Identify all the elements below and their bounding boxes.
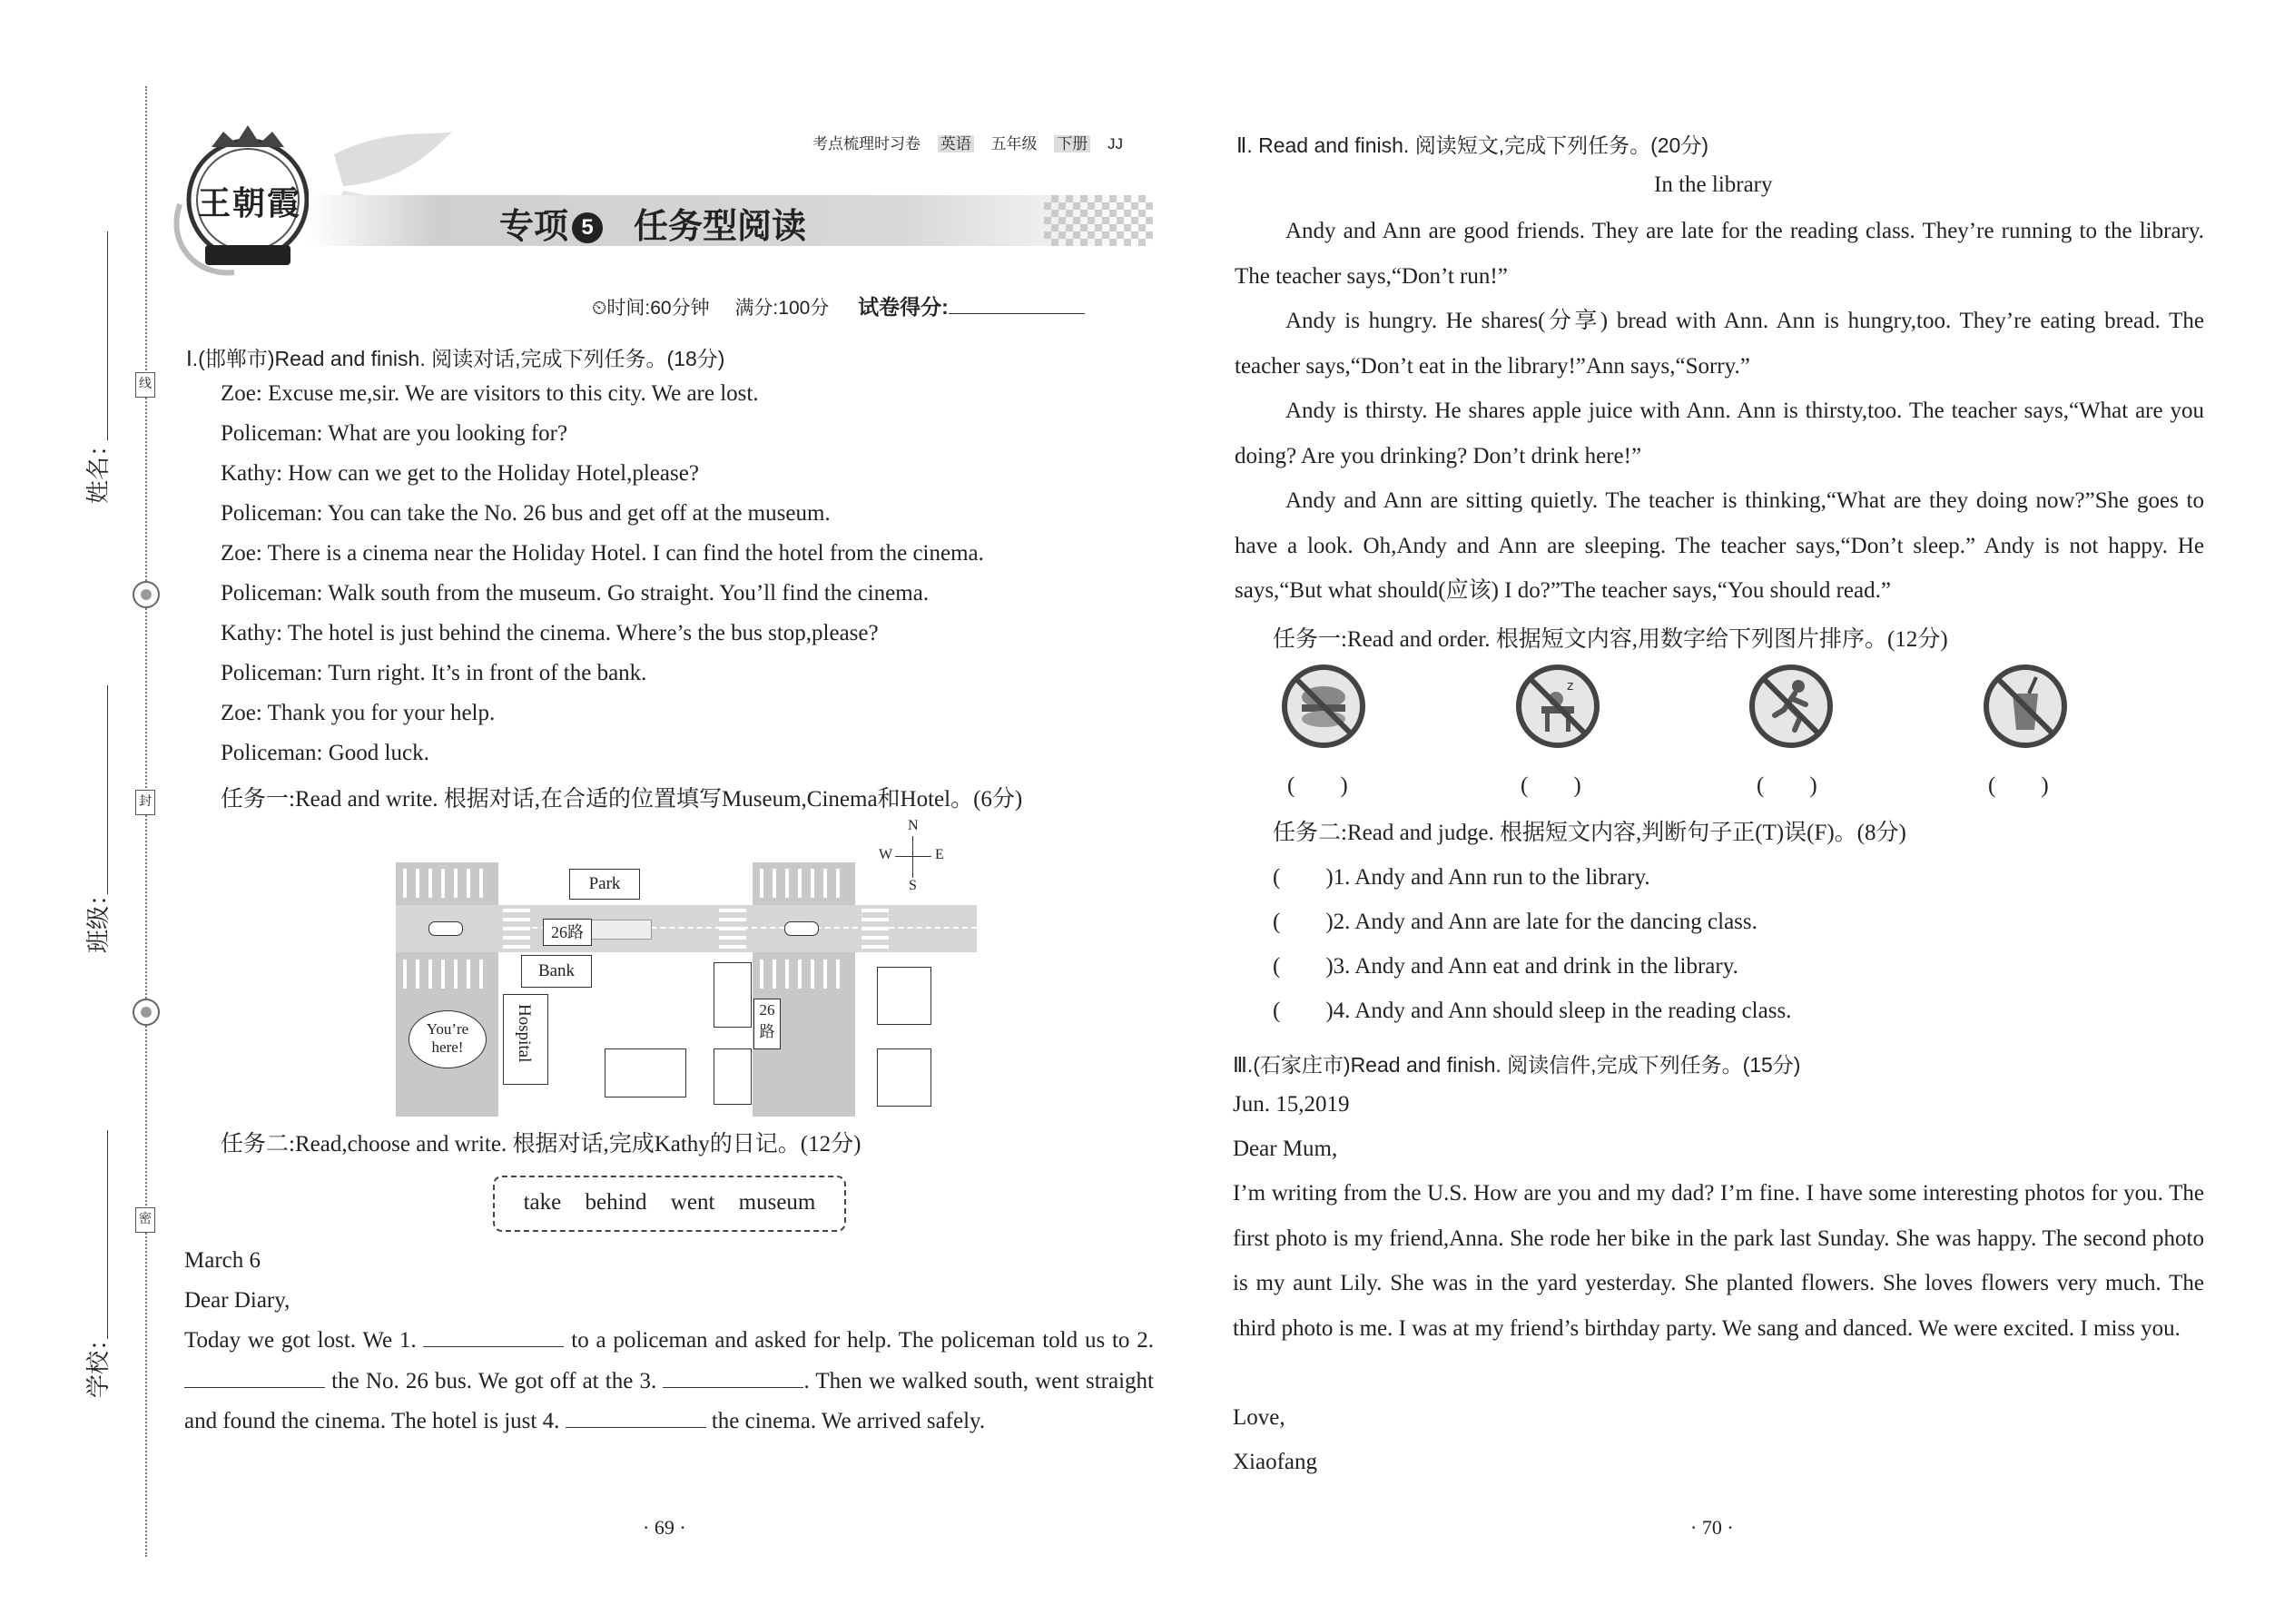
dialogue-line: Kathy: The hotel is just behind the cinema. Where’s the bus stop,please? <box>221 621 879 645</box>
traffic-light-icon <box>784 921 819 936</box>
dialogue-line: Kathy: How can we get to the Holiday Hotel,please? <box>221 461 699 486</box>
dialogue-line: Policeman: Good luck. <box>221 741 429 765</box>
flower-ornament-icon <box>133 999 160 1026</box>
page-number-left: · 69 · <box>643 1516 686 1539</box>
name-label: 姓名： <box>85 432 112 504</box>
story-paragraph: Andy and Ann are good friends. They are late for the reading class. They’re running to the library. The teacher says,“Don’t run!” <box>1235 219 2204 289</box>
score-label: 试卷得分: <box>858 295 949 319</box>
title-main: 任务型阅读 <box>634 208 807 246</box>
flower-ornament-icon <box>133 581 160 608</box>
zebra-crossing <box>760 960 847 989</box>
word-bank-item: take <box>523 1190 562 1215</box>
compass-s: S <box>909 878 917 893</box>
section2-heading: Ⅱ. Read and finish. 阅读短文,完成下列任务。(20分) <box>1236 133 1709 157</box>
section3-heading: Ⅲ.(石家庄市)Read and finish. 阅读信件,完成下列任务。(15分) <box>1233 1053 1801 1077</box>
header-series-info <box>812 131 1123 153</box>
grade-tag: 五年级 <box>990 135 1038 153</box>
diary-greeting: Dear Diary, <box>184 1288 290 1313</box>
no-running-sign-icon <box>1748 663 1835 750</box>
compass-e: E <box>935 847 944 862</box>
bus-stop-number: 26 <box>759 1001 775 1019</box>
zebra-crossing <box>760 869 847 898</box>
judge-item[interactable]: ( )1. Andy and Ann run to the library. <box>1273 865 1650 890</box>
school-underline <box>107 1130 108 1339</box>
letter-body: I’m writing from the U.S. How are you and my dad? I’m fine. I have some interesting photos for you. The first photo is my friend,Anna. She rode her bike in the park last Sunday. She was happy. The second photo is my aunt Lily. She was in the yard yesterday. She planted flowers. She loves flowers very much. The third photo is me. I was at my friend’s birthday party. We sang and danced. We were excited. I miss you. <box>1233 1181 2204 1341</box>
blank-building[interactable] <box>714 962 752 1028</box>
zebra-crossing <box>403 960 490 989</box>
series-name: 考点梳理时习卷 <box>812 135 921 153</box>
bus-stop-sign-vertical <box>753 999 781 1049</box>
section1-task1: 任务一:Read and write. 根据对话,在合适的位置填写Museum,Cinema和Hotel。(6分) <box>221 787 1023 812</box>
subject-tag: 英语 <box>938 135 974 153</box>
dialogue-line: Policeman: You can take the No. 26 bus and get off at the museum. <box>221 501 831 526</box>
cut-mark-line: 线 <box>135 372 155 398</box>
section2-task2: 任务二:Read and judge. 根据短文内容,判断句子正(T)误(F)。(8分) <box>1273 821 1906 845</box>
blank-building[interactable] <box>877 1048 931 1107</box>
school-label: 学校： <box>85 1326 112 1398</box>
road-horizontal <box>396 905 977 952</box>
dialogue-line: Policeman: What are you looking for? <box>221 421 568 446</box>
bus-stop-sign: 26路 <box>543 919 592 946</box>
bank-building: Bank <box>521 955 592 988</box>
road-vertical-right <box>753 862 855 1117</box>
title-number-badge: 5 <box>572 212 603 243</box>
zebra-crossing <box>719 909 746 949</box>
compass-w: W <box>879 847 893 862</box>
class-label: 班级： <box>85 881 112 953</box>
exam-time: 时间:60分钟 <box>606 298 710 319</box>
dialogue-line: Zoe: There is a cinema near the Holiday Hotel. I can find the hotel from the cinema. <box>221 541 984 566</box>
street-map <box>396 818 977 1117</box>
page-number-right: · 70 · <box>1690 1516 1734 1539</box>
section1-heading: Ⅰ.(邯郸市)Read and finish. 阅读对话,完成下列任务。(18分) <box>186 347 725 370</box>
dialogue-line: Zoe: Excuse me,sir. We are visitors to this city. We are lost. <box>221 381 759 406</box>
answer-blank-4[interactable] <box>566 1407 706 1428</box>
story-paragraph: Andy and Ann are sitting quietly. The teacher is thinking,“What are they doing now?”She goes to have a look. Oh,Andy and Ann are sleeping. The teacher says,“Don’t sleep.” Andy is not happy. He says,“But what should(应该) I do?”The teacher says,“You should read.” <box>1235 488 2204 603</box>
order-bracket[interactable]: ( ) <box>1757 773 1817 798</box>
dialogue-line: Policeman: Walk south from the museum. Go straight. You’ll find the cinema. <box>221 581 930 605</box>
binding-dotted-line <box>145 86 147 1557</box>
term-tag: 下册 <box>1054 135 1090 153</box>
class-underline <box>107 685 108 894</box>
judge-item[interactable]: ( )2. Andy and Ann are late for the dancing class. <box>1273 910 1757 934</box>
word-bank-item: went <box>670 1190 715 1215</box>
traffic-light-icon <box>428 921 463 936</box>
letter-date: Jun. 15,2019 <box>1233 1092 1350 1117</box>
letter-signature: Xiaofang <box>1233 1450 1318 1474</box>
hospital-label: Hospital <box>515 1004 534 1063</box>
title-banner-checker <box>1044 195 1153 246</box>
bus-icon <box>586 920 652 940</box>
no-eating-sign-icon <box>1280 663 1367 750</box>
order-bracket[interactable]: ( ) <box>1287 773 1348 798</box>
diary-text: . Then we walked south, went straight and found the cinema. The hotel is just 4. <box>184 1368 1154 1433</box>
word-bank-box <box>493 1176 846 1232</box>
zebra-crossing <box>403 869 490 898</box>
hospital-building <box>503 994 548 1085</box>
blank-building[interactable] <box>877 967 931 1025</box>
section2-task1: 任务一:Read and order. 根据短文内容,用数字给下列图片排序。(12分) <box>1273 627 1948 652</box>
road-vertical-left <box>396 862 498 1117</box>
diary-text: the No. 26 bus. We got off at the 3. <box>325 1368 657 1393</box>
story-paragraph: Andy is thirsty. He shares apple juice with Ann. Ann is thirsty,too. The teacher says,“What are you doing? Are you drinking? Don’t drink here!” <box>1235 399 2204 468</box>
order-bracket[interactable]: ( ) <box>1988 773 2049 798</box>
diary-text: to a policeman and asked for help. The policeman told us to 2. <box>564 1328 1154 1353</box>
svg-text:z: z <box>1567 679 1574 694</box>
answer-blank-3[interactable] <box>663 1367 803 1388</box>
title-prefix: 专项 <box>499 208 569 246</box>
story-paragraph: Andy is hungry. He shares(分享) bread with Ann. Ann is hungry,too. They’re eating bread. The teacher says,“Don’t eat in the library!”Ann says,“Sorry.” <box>1235 309 2204 379</box>
score-field[interactable] <box>949 295 1085 314</box>
compass-n: N <box>908 818 919 833</box>
letter-closing: Love, <box>1233 1405 1285 1430</box>
blank-building[interactable] <box>605 1048 686 1097</box>
judge-item[interactable]: ( )4. Andy and Ann should sleep in the reading class. <box>1273 999 1792 1023</box>
diary-text: the cinema. We arrived safely. <box>705 1409 986 1433</box>
diary-date: March 6 <box>184 1248 261 1273</box>
no-sleeping-sign-icon <box>1514 663 1601 750</box>
bus-stop-char: 路 <box>759 1023 775 1040</box>
judge-item[interactable]: ( )3. Andy and Ann eat and drink in the library. <box>1273 954 1738 979</box>
exam-meta <box>592 290 1085 320</box>
you-are-here-bubble <box>409 1010 487 1068</box>
bubble-line2: here! <box>431 1038 464 1056</box>
clock-icon: ⏲ <box>592 298 607 319</box>
zebra-crossing <box>861 909 889 949</box>
dialogue-line: Policeman: Turn right. It’s in front of the bank. <box>221 661 647 685</box>
story-title: In the library <box>1654 172 1773 197</box>
diary-text: Today we got lost. We 1. <box>184 1328 417 1353</box>
binding-strip <box>0 0 163 1624</box>
no-drinking-sign-icon <box>1982 663 2069 750</box>
blank-building[interactable] <box>714 1048 752 1105</box>
park-building: Park <box>569 869 640 900</box>
compass-vertical-arrow <box>912 836 913 878</box>
edition-tag: JJ <box>1107 135 1123 153</box>
compass-icon <box>879 818 944 894</box>
zebra-crossing <box>503 909 530 949</box>
dialogue-line: Zoe: Thank you for your help. <box>221 701 496 725</box>
name-underline <box>107 231 108 440</box>
exam-full-score: 满分:100分 <box>734 298 830 319</box>
compass-horizontal-arrow <box>895 856 931 857</box>
cut-mark-secret: 密 <box>135 1207 155 1233</box>
order-bracket[interactable]: ( ) <box>1521 773 1581 798</box>
answer-blank-2[interactable] <box>184 1367 325 1388</box>
brand-name: 王朝霞 <box>198 185 302 221</box>
cut-mark-seal: 封 <box>135 790 155 815</box>
page-title <box>499 198 806 248</box>
diary-body <box>184 1321 1154 1442</box>
bubble-line1: You’re <box>426 1020 469 1038</box>
answer-blank-1[interactable] <box>423 1326 564 1347</box>
section1-task2: 任务二:Read,choose and write. 根据对话,完成Kathy的日记。(12分) <box>221 1132 861 1156</box>
word-bank-item: behind <box>585 1190 647 1215</box>
letter-greeting: Dear Mum, <box>1233 1137 1338 1161</box>
word-bank-item: museum <box>738 1190 816 1215</box>
